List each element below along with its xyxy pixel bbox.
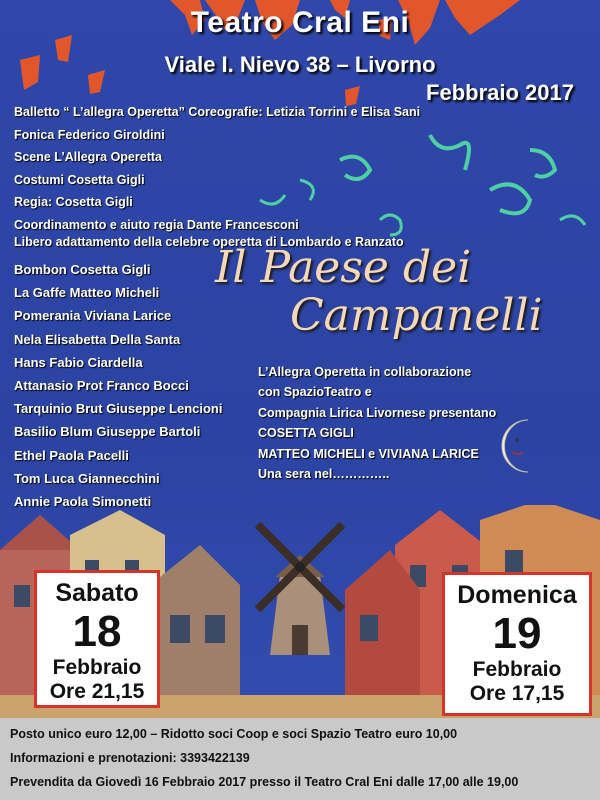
moon-icon — [498, 418, 550, 474]
cast-item: Hans Fabio Ciardella — [14, 354, 143, 370]
cast-list — [14, 258, 223, 513]
show-title-line2: Campanelli — [290, 290, 543, 341]
presenting-line: Compagnia Lirica Livornese presentano — [258, 405, 497, 420]
presenting-line: con SpazioTeatro e — [258, 385, 372, 400]
cast-item: Ethel Paola Pacelli — [14, 447, 129, 463]
presenting-line: L’Allegra Operetta in collaborazione — [258, 365, 472, 379]
cast-item: Tarquinio Brut Giuseppe Lencioni — [14, 401, 223, 417]
date-number: 18 — [72, 607, 122, 656]
date-day: Domenica — [457, 581, 577, 609]
presenting-text — [258, 362, 496, 484]
presenting-line: Una sera nel………….. — [258, 467, 390, 482]
credit-item: Libero adattamento della celebre operetta di Lombardo e Ranzato — [14, 235, 404, 249]
presenting-line: MATTEO MICHELI e VIVIANA LARICE — [258, 446, 479, 461]
credit-item: Scene L’Allegra Operetta — [14, 150, 162, 164]
date-month: Febbraio — [472, 658, 562, 681]
presenting-line: COSETTA GIGLI — [258, 426, 354, 441]
cast-item: Nela Elisabetta Della Santa — [14, 331, 181, 347]
credits-list — [14, 104, 534, 252]
show-title-line1: Il Paese dei — [215, 242, 472, 293]
credit-item: Costumi Cosetta Gigli — [14, 172, 145, 187]
credit-item: Balletto “ L’allegra Operetta” Coreografie: Letizia Torrini e Elisa Sani — [14, 105, 421, 119]
presale-info: Prevendita da Giovedì 16 Febbraio 2017 presso il Teatro Cral Eni dalle 17,00 alle 19,00 — [10, 775, 519, 789]
date-box-sunday — [442, 572, 592, 716]
cast-item: Tom Luca Giannecchini — [14, 470, 160, 486]
date-time: Ore 17,15 — [469, 682, 565, 705]
cast-item: La Gaffe Matteo Micheli — [14, 285, 160, 301]
date-number: 19 — [492, 609, 542, 658]
date-box-saturday — [34, 570, 160, 708]
cast-item: Bombon Cosetta Gigli — [14, 262, 151, 277]
show-title — [215, 244, 595, 340]
cast-item: Annie Paola Simonetti — [14, 494, 152, 510]
booking-info: Informazioni e prenotazioni: 3393422139 — [10, 751, 250, 765]
cast-item: Pomerania Viviana Larice — [14, 308, 172, 324]
date-time: Ore 21,15 — [49, 680, 145, 703]
date-month: Febbraio — [52, 656, 142, 679]
date-day: Sabato — [55, 579, 139, 607]
credit-item: Fonica Federico Giroldini — [14, 127, 165, 142]
footer-info — [0, 718, 600, 800]
event-month: Febbraio 2017 — [426, 80, 574, 105]
venue-name: Teatro Cral Eni — [190, 6, 410, 39]
credit-item: Coordinamento e aiuto regia Dante Francesconi — [14, 217, 299, 232]
venue-address: Viale I. Nievo 38 – Livorno — [164, 52, 436, 77]
cast-item: Basilio Blum Giuseppe Bartoli — [14, 424, 201, 440]
ticket-prices: Posto unico euro 12,00 – Ridotto soci Coop e soci Spazio Teatro euro 10,00 — [10, 727, 458, 741]
cast-item: Attanasio Prot Franco Bocci — [14, 378, 189, 394]
credit-item: Regia: Cosetta Gigli — [14, 195, 133, 209]
